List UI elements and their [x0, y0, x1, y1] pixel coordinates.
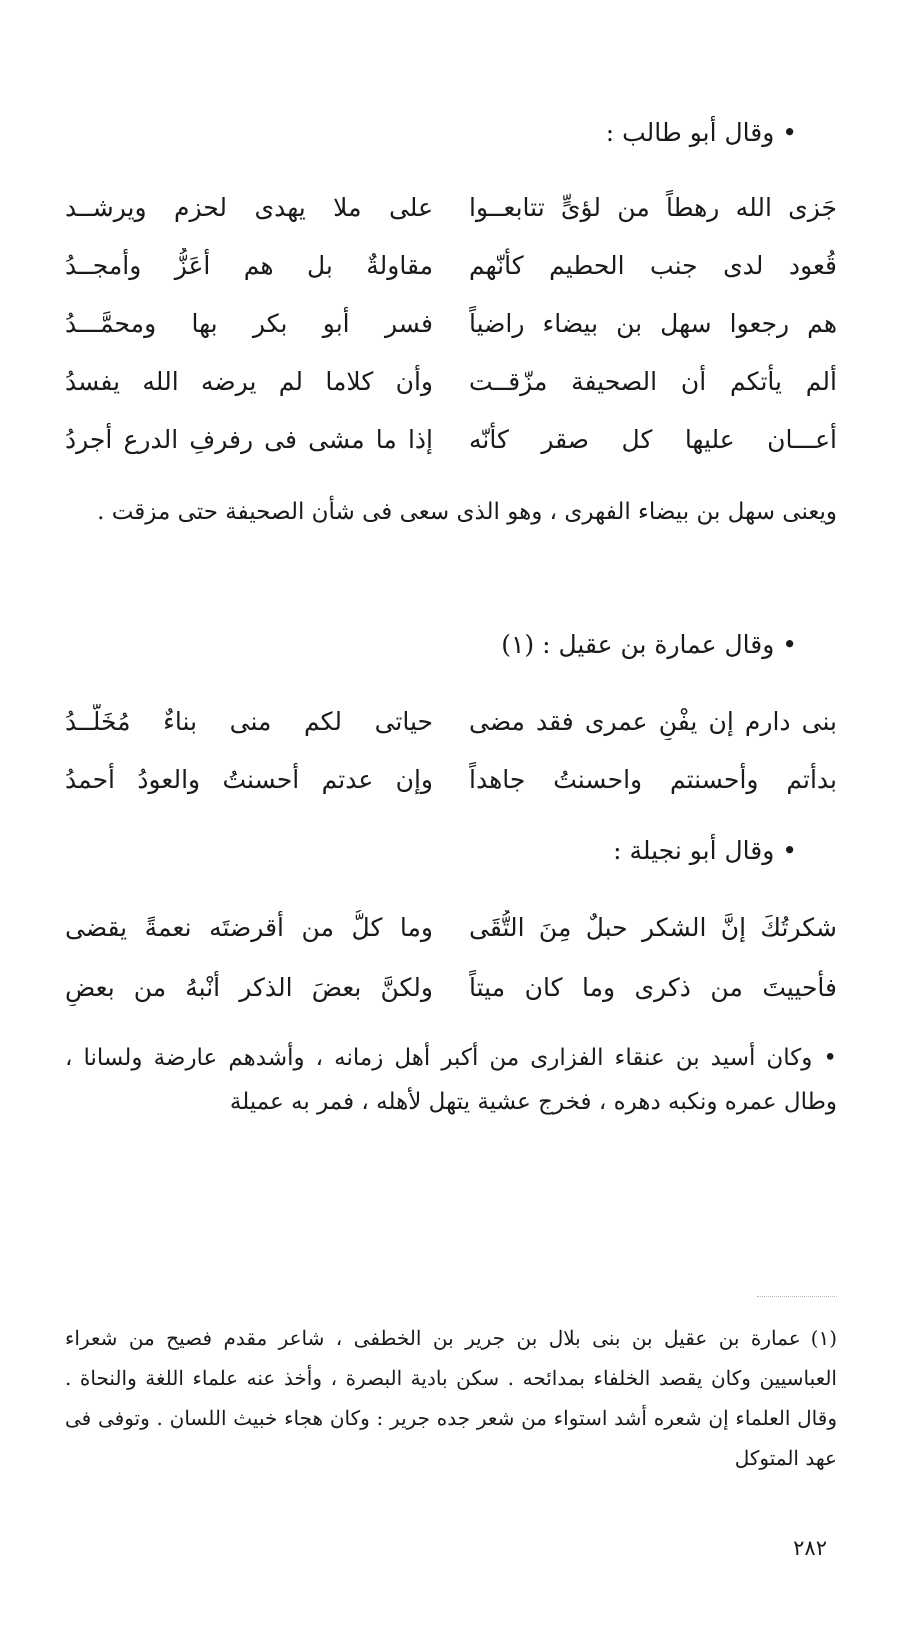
verse-line: [65, 248, 837, 284]
poem-intro-abu-nujayla: • وقال أبو نجيلة :: [613, 836, 797, 865]
verse-first-hemistich: قُعود لدى جنب الحطيم كأنّهم: [469, 251, 837, 280]
prose-paragraph: • وكان أسيد بن عنقاء الفزارى من أكبر أهل زمانه ، وأشدهم عارضة ولسانا ، وطال عمره ونكبه دهره ، فخرج عشية يتهل لأهله ، فمر به عميلة: [65, 1045, 837, 1115]
footnote-text: عمارة بن عقيل بن بنى بلال بن جرير بن الخطفى ، شاعر مقدم فصيح من شعراء العباسيين وكان يقصد الخلفاء بمدائحه . سكن بادية البصرة ، وأخذ عنه علماء اللغة والنحاة . وقال العلماء إن شعره أشد استواء من شعر جده جرير : وكان هجاء خبيث اللسان . وتوفى فى عهد المتوكل: [65, 1326, 837, 1470]
footnote: [65, 1318, 837, 1478]
verse-second-hemistich: مقاولةٌ بل هم أعَزُّ وأمجــدُ: [65, 251, 433, 280]
verse-second-hemistich: وأن كلاما لم يرضه الله يفسدُ: [65, 367, 433, 396]
verse-first-hemistich: فأحييتَ من ذكرى وما كان ميتاً: [469, 973, 837, 1002]
verse-first-hemistich: أعـــان عليها كل صقر كأنّه: [469, 425, 837, 454]
verse-second-hemistich: حياتى لكم منى بناءٌ مُخَلَّــدُ: [65, 707, 433, 736]
verse-line: [65, 970, 837, 1006]
verse-second-hemistich: على ملا يهدى لحزم ويرشــد: [65, 193, 433, 222]
footnote-marker: (١): [810, 1326, 837, 1350]
verse-second-hemistich: وما كلُّ من أقرضتَه نعمةً يقضى: [65, 913, 433, 942]
footnote-divider: [757, 1296, 837, 1297]
explanatory-note: ويعنى سهل بن بيضاء الفهرى ، وهو الذى سعى فى شأن الصحيفة حتى مزقت .: [97, 499, 837, 525]
verse-line: [65, 306, 837, 342]
poem-intro-abu-talib: • وقال أبو طالب :: [605, 118, 797, 147]
page-number: ٢٨٢: [793, 1536, 827, 1560]
verse-line: [65, 190, 837, 226]
verse-second-hemistich: فسر أبو بكر بها ومحمَّـــدُ: [65, 309, 433, 338]
verse-line: [65, 364, 837, 400]
verse-second-hemistich: وإن عدتم أحسنتُ والعودُ أحمدُ: [65, 765, 433, 794]
verse-first-hemistich: بنى دارم إن يفْنِ عمرى فقد مضى: [469, 707, 837, 736]
verse-line: [65, 910, 837, 946]
verse-first-hemistich: هم رجعوا سهل بن بيضاء راضياً: [469, 309, 837, 338]
verse-line: [65, 704, 837, 740]
verse-first-hemistich: جَزى الله رهطاً من لؤىٍّ تتابعــوا: [469, 193, 837, 222]
verse-line: [65, 422, 837, 458]
verse-second-hemistich: إذا ما مشى فى رفرفِ الدرع أجردُ: [65, 425, 433, 454]
verse-first-hemistich: ألم يأتكم أن الصحيفة مزّقــت: [469, 367, 837, 396]
verse-first-hemistich: بدأتم وأحسنتم واحسنتُ جاهداً: [469, 765, 837, 794]
verse-first-hemistich: شكرتُكَ إنَّ الشكر حبلٌ مِنَ التُّقَى: [469, 913, 837, 942]
poem-intro-umara: • وقال عمارة بن عقيل : (١): [501, 630, 797, 659]
verse-line: [65, 762, 837, 798]
verse-second-hemistich: ولكنَّ بعضَ الذكر أنْبهُ من بعضِ: [65, 973, 433, 1002]
